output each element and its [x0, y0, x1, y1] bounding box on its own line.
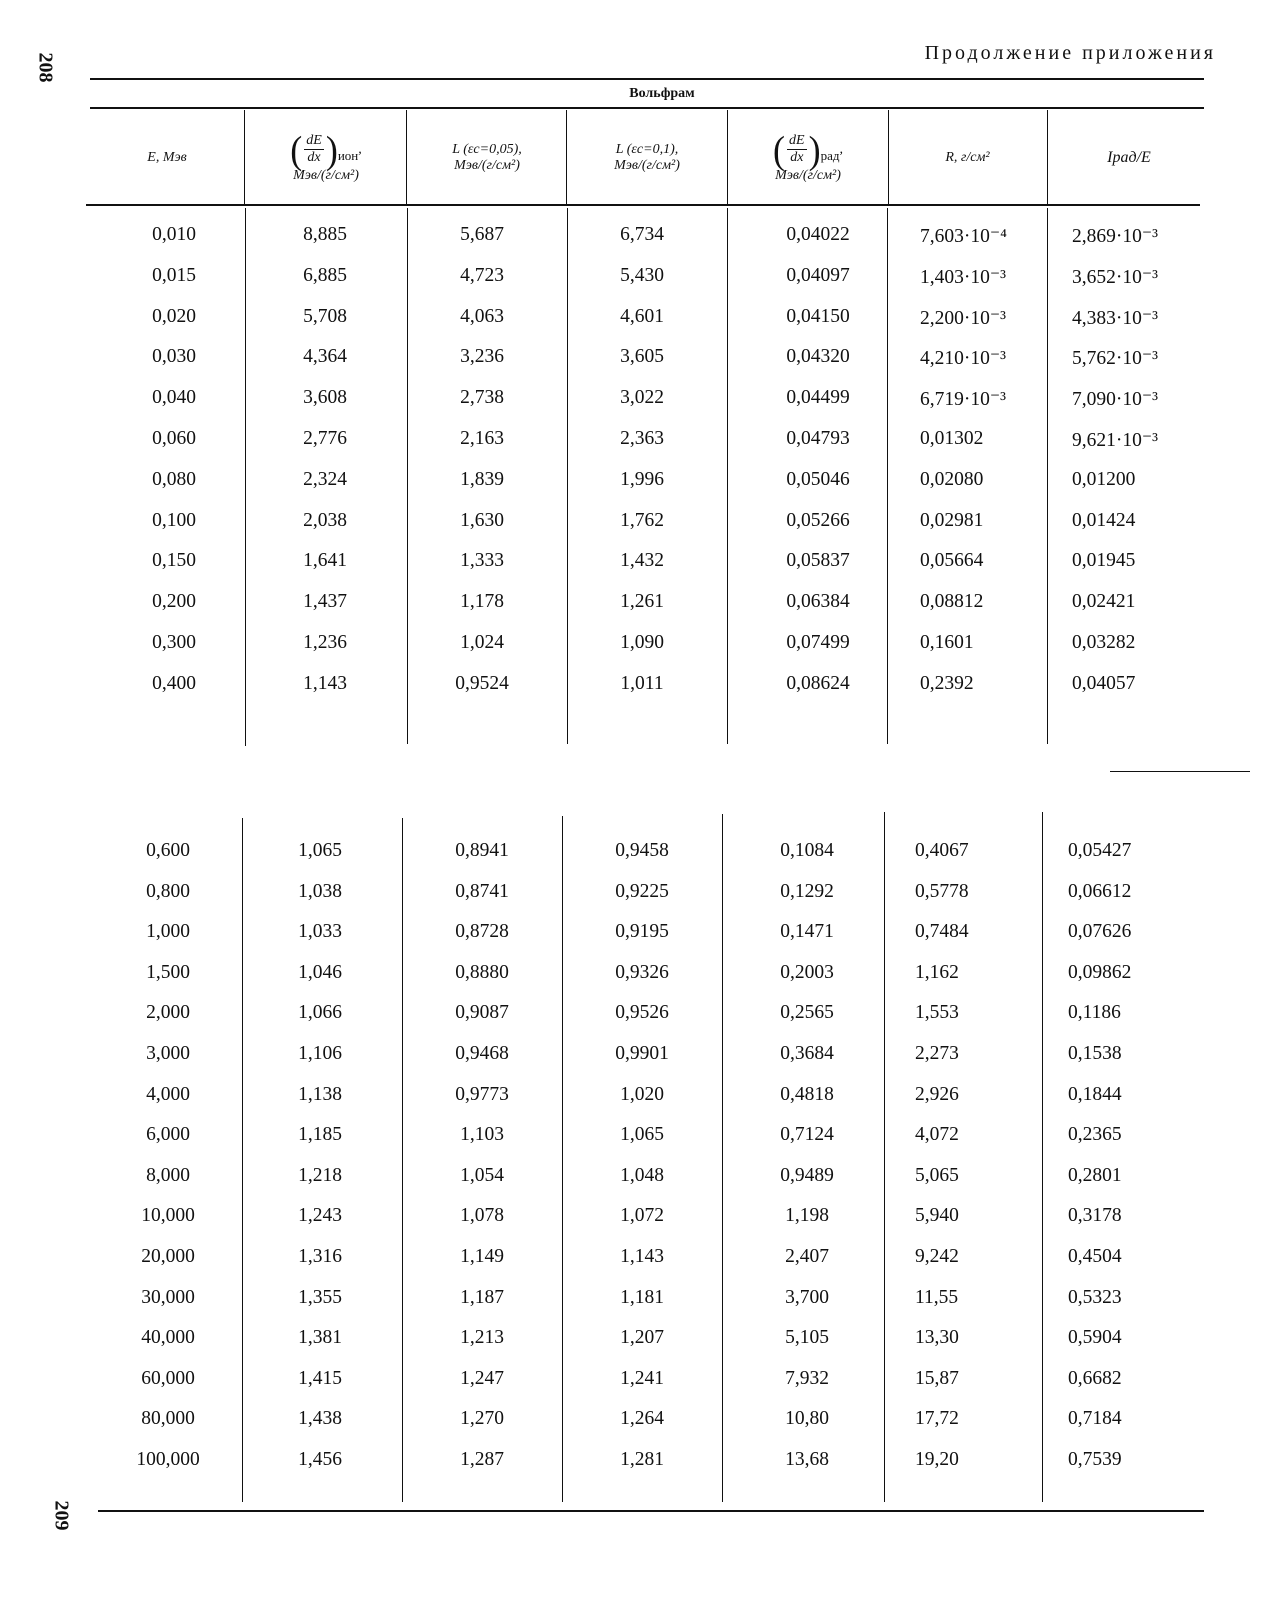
cell-irad: 0,01945 — [1072, 550, 1136, 572]
cell-energy: 8,000 — [146, 1164, 190, 1186]
cell-range: 0,05664 — [920, 550, 984, 572]
cell-ion-loss: 1,437 — [303, 591, 347, 613]
cell-l01: 1,020 — [620, 1083, 664, 1105]
cell-l005: 1,630 — [460, 509, 504, 531]
cell-irad: 0,09862 — [1068, 961, 1132, 983]
cell-irad: 0,4504 — [1068, 1246, 1122, 1267]
cell-rad-loss: 0,04499 — [786, 387, 850, 409]
subscript-ion: ион — [337, 148, 359, 164]
cell-energy: 3,000 — [146, 1043, 190, 1064]
cell-l01: 0,9901 — [615, 1043, 669, 1064]
cell-ion-loss: 1,106 — [298, 1043, 342, 1064]
cell-range: 4,210·10⁻³ — [920, 348, 1007, 370]
cell-rad-loss: 0,3684 — [780, 1043, 834, 1064]
cell-rad-loss: 0,9489 — [780, 1164, 834, 1186]
cell-irad: 0,2365 — [1068, 1124, 1122, 1146]
bottom-rule — [98, 1510, 1204, 1512]
column-divider — [1042, 812, 1043, 1502]
cell-range: 1,403·10⁻³ — [920, 266, 1007, 288]
cell-irad: 0,7184 — [1068, 1408, 1122, 1430]
cell-l005: 0,8941 — [455, 840, 509, 861]
cell-ion-loss: 1,033 — [298, 921, 342, 943]
cell-l005: 4,063 — [460, 305, 504, 327]
cell-rad-loss: 0,04150 — [786, 305, 850, 327]
cell-l01: 1,090 — [620, 632, 664, 653]
cell-ion-loss: 1,456 — [298, 1449, 342, 1470]
cell-irad: 0,05427 — [1068, 840, 1132, 861]
top-rule — [90, 78, 1204, 80]
cell-ion-loss: 1,641 — [303, 550, 347, 572]
cell-ion-loss: 1,355 — [298, 1286, 342, 1308]
paren-left: ( — [290, 127, 303, 172]
cell-rad-loss: 7,932 — [785, 1367, 829, 1389]
header-divider — [406, 110, 407, 206]
fraction-numerator: dE — [304, 133, 324, 150]
page-number-left: 208 — [34, 52, 57, 83]
cell-l005: 1,149 — [460, 1246, 504, 1267]
comma: , — [839, 141, 843, 157]
header-divider — [566, 110, 567, 206]
cell-l005: 0,8728 — [455, 921, 509, 943]
cell-l01: 1,281 — [620, 1449, 664, 1470]
column-divider — [245, 208, 246, 746]
cell-range: 0,1601 — [920, 632, 974, 653]
cell-l01: 0,9326 — [615, 961, 669, 983]
cell-l01: 0,9195 — [615, 921, 669, 943]
column-divider — [242, 818, 243, 1502]
cell-energy: 40,000 — [141, 1327, 195, 1349]
cell-rad-loss: 0,08624 — [786, 672, 850, 694]
cell-rad-loss: 0,04320 — [786, 346, 850, 368]
cell-range: 0,08812 — [920, 591, 984, 613]
cell-irad: 0,03282 — [1072, 632, 1136, 653]
cell-range: 13,30 — [915, 1327, 959, 1349]
cell-ion-loss: 4,364 — [303, 346, 347, 368]
cell-l005: 1,839 — [460, 468, 504, 490]
cell-l005: 1,287 — [460, 1449, 504, 1470]
cell-range: 5,940 — [915, 1205, 959, 1227]
cell-range: 7,603·10⁻⁴ — [920, 226, 1007, 247]
cell-rad-loss: 0,04022 — [786, 224, 850, 245]
cell-energy: 20,000 — [141, 1246, 195, 1267]
cell-l01: 2,363 — [620, 428, 664, 449]
l005-label: L (εc=0,05), — [452, 141, 522, 157]
cell-l01: 0,9526 — [615, 1002, 669, 1024]
cell-l01: 4,601 — [620, 305, 664, 327]
paren-right: ) — [808, 127, 821, 172]
material-title: Вольфрам — [629, 86, 695, 101]
cell-range: 5,065 — [915, 1164, 959, 1186]
cell-ion-loss: 1,185 — [298, 1124, 342, 1146]
cell-ion-loss: 1,065 — [298, 840, 342, 861]
cell-l01: 5,430 — [620, 264, 664, 286]
cell-range: 0,2392 — [920, 672, 974, 694]
cell-ion-loss: 1,243 — [298, 1205, 342, 1227]
cell-range: 11,55 — [915, 1286, 959, 1308]
cell-range: 0,4067 — [915, 840, 969, 861]
fraction — [302, 133, 326, 166]
cell-energy: 0,015 — [152, 264, 196, 286]
cell-l01: 0,9458 — [615, 840, 669, 861]
cell-range: 1,553 — [915, 1002, 959, 1024]
cell-irad: 5,762·10⁻³ — [1072, 348, 1159, 370]
ion-derivative — [290, 127, 362, 172]
cell-rad-loss: 5,105 — [785, 1327, 829, 1349]
cell-rad-loss: 0,2565 — [780, 1002, 834, 1024]
rad-derivative — [773, 127, 843, 172]
cell-rad-loss: 0,07499 — [786, 632, 850, 653]
fraction-numerator: dE — [787, 133, 807, 150]
cell-l01: 1,241 — [620, 1367, 664, 1389]
cell-range: 17,72 — [915, 1408, 959, 1430]
column-divider — [884, 812, 885, 1502]
cell-l005: 4,723 — [460, 264, 504, 286]
cell-energy: 1,500 — [146, 961, 190, 983]
fraction — [785, 133, 809, 166]
running-head: Продолжение приложения — [924, 42, 1216, 64]
cell-l01: 1,261 — [620, 591, 664, 613]
cell-irad: 0,1186 — [1068, 1002, 1121, 1024]
l01-label: L (εc=0,1), — [615, 141, 679, 157]
cell-energy: 1,000 — [146, 921, 190, 943]
column-divider — [402, 818, 403, 1502]
cell-irad: 0,1538 — [1068, 1043, 1122, 1064]
range-label: R, г/см² — [945, 149, 990, 165]
column-divider — [727, 208, 728, 744]
cell-irad: 7,090·10⁻³ — [1072, 389, 1159, 411]
cell-energy: 10,000 — [141, 1205, 195, 1227]
cell-irad: 0,5904 — [1068, 1327, 1122, 1349]
header-energy — [92, 108, 242, 208]
cell-ion-loss: 1,138 — [298, 1083, 342, 1105]
cell-irad: 3,652·10⁻³ — [1072, 266, 1159, 288]
cell-energy: 0,020 — [152, 305, 196, 327]
cell-l01: 1,011 — [620, 672, 664, 694]
cell-energy: 0,060 — [152, 428, 196, 449]
cell-rad-loss: 0,04793 — [786, 428, 850, 449]
cell-range: 0,02080 — [920, 468, 984, 490]
cell-range: 2,273 — [915, 1043, 959, 1064]
cell-energy: 0,010 — [152, 224, 196, 245]
cell-energy: 100,000 — [136, 1449, 200, 1470]
cell-l005: 1,178 — [460, 591, 504, 613]
cell-l005: 1,024 — [460, 632, 504, 653]
cell-energy: 6,000 — [146, 1124, 190, 1146]
cell-irad: 0,6682 — [1068, 1367, 1122, 1389]
cell-ion-loss: 2,776 — [303, 428, 347, 449]
cell-l01: 1,072 — [620, 1205, 664, 1227]
cell-ion-loss: 8,885 — [303, 224, 347, 245]
cell-rad-loss: 0,04097 — [786, 264, 850, 286]
cell-rad-loss: 0,1084 — [780, 840, 834, 861]
column-divider — [407, 208, 408, 744]
header-rad-loss — [729, 108, 887, 208]
cell-range: 2,200·10⁻³ — [920, 307, 1007, 329]
cell-energy: 0,100 — [152, 509, 196, 531]
cell-rad-loss: 0,05046 — [786, 468, 850, 490]
cell-rad-loss: 0,2003 — [780, 961, 834, 983]
cell-ion-loss: 1,046 — [298, 961, 342, 983]
irad-label: Iрад/E — [1107, 148, 1151, 166]
cell-l01: 1,065 — [620, 1124, 664, 1146]
header-l01 — [568, 108, 726, 208]
column-divider — [722, 814, 723, 1502]
header-l005 — [408, 108, 566, 208]
cell-range: 6,719·10⁻³ — [920, 389, 1007, 411]
cell-ion-loss: 1,316 — [298, 1246, 342, 1267]
cell-rad-loss: 3,700 — [785, 1286, 829, 1308]
fraction-denominator: dx — [790, 150, 804, 166]
cell-l01: 1,762 — [620, 509, 664, 531]
cell-energy: 0,040 — [152, 387, 196, 409]
cell-l005: 1,333 — [460, 550, 504, 572]
cell-energy: 80,000 — [141, 1408, 195, 1430]
cell-l005: 0,8880 — [455, 961, 509, 983]
paren-left: ( — [773, 127, 786, 172]
cell-l01: 1,048 — [620, 1164, 664, 1186]
cell-energy: 0,300 — [152, 632, 196, 653]
cell-range: 0,01302 — [920, 428, 984, 449]
cell-l005: 1,054 — [460, 1164, 504, 1186]
cell-range: 0,5778 — [915, 880, 969, 902]
cell-l005: 0,9773 — [455, 1083, 509, 1105]
cell-rad-loss: 2,407 — [785, 1246, 829, 1267]
cell-irad: 0,01200 — [1072, 468, 1136, 490]
cell-ion-loss: 1,236 — [303, 632, 347, 653]
cell-l005: 0,9524 — [455, 672, 509, 694]
cell-l005: 2,738 — [460, 387, 504, 409]
cell-irad: 0,2801 — [1068, 1164, 1122, 1186]
header-ion-loss — [246, 108, 406, 208]
cell-ion-loss: 2,324 — [303, 468, 347, 490]
header-irad — [1049, 108, 1209, 208]
cell-l01: 0,9225 — [615, 880, 669, 902]
cell-ion-loss: 3,608 — [303, 387, 347, 409]
l005-unit: Мэв/(г/см²) — [454, 158, 520, 173]
cell-l01: 6,734 — [620, 224, 664, 245]
cell-irad: 0,5323 — [1068, 1286, 1122, 1308]
cell-rad-loss: 1,198 — [785, 1205, 829, 1227]
cell-l005: 0,8741 — [455, 880, 509, 902]
cell-irad: 0,3178 — [1068, 1205, 1122, 1227]
column-divider — [887, 208, 888, 744]
cell-l01: 1,996 — [620, 468, 664, 490]
header-divider — [1047, 110, 1048, 206]
cell-l01: 1,181 — [620, 1286, 664, 1308]
cell-energy: 0,030 — [152, 346, 196, 368]
column-divider — [562, 816, 563, 1502]
cell-energy: 0,600 — [146, 840, 190, 861]
cell-ion-loss: 1,038 — [298, 880, 342, 902]
cell-l005: 1,187 — [460, 1286, 504, 1308]
cell-rad-loss: 13,68 — [785, 1449, 829, 1470]
column-divider — [1047, 208, 1048, 744]
cell-irad: 9,621·10⁻³ — [1072, 430, 1159, 451]
cell-rad-loss: 10,80 — [785, 1408, 829, 1430]
cell-ion-loss: 1,143 — [303, 672, 347, 694]
cell-ion-loss: 1,218 — [298, 1164, 342, 1186]
cell-range: 0,7484 — [915, 921, 969, 943]
cell-range: 2,926 — [915, 1083, 959, 1105]
cell-l005: 3,236 — [460, 346, 504, 368]
cell-range: 15,87 — [915, 1367, 959, 1389]
section-break-rule — [1110, 771, 1250, 772]
cell-energy: 0,800 — [146, 880, 190, 902]
cell-ion-loss: 1,066 — [298, 1002, 342, 1024]
header-energy-label: E, Мэв — [147, 149, 187, 165]
l01-unit: Мэв/(г/см²) — [614, 158, 680, 173]
column-divider — [567, 208, 568, 744]
cell-l005: 5,687 — [460, 224, 504, 245]
cell-energy: 4,000 — [146, 1083, 190, 1105]
cell-ion-loss: 6,885 — [303, 264, 347, 286]
rad-unit: Мэв/(г/см²) — [775, 167, 841, 183]
cell-l005: 2,163 — [460, 428, 504, 449]
cell-l005: 1,247 — [460, 1367, 504, 1389]
cell-rad-loss: 0,1292 — [780, 880, 834, 902]
comma: , — [358, 141, 362, 157]
paren-right: ) — [325, 127, 338, 172]
cell-energy: 60,000 — [141, 1367, 195, 1389]
cell-l005: 1,270 — [460, 1408, 504, 1430]
cell-l01: 1,207 — [620, 1327, 664, 1349]
cell-energy: 30,000 — [141, 1286, 195, 1308]
cell-energy: 0,400 — [152, 672, 196, 694]
cell-ion-loss: 5,708 — [303, 305, 347, 327]
cell-l005: 1,078 — [460, 1205, 504, 1227]
cell-range: 19,20 — [915, 1449, 959, 1470]
cell-energy: 2,000 — [146, 1002, 190, 1024]
cell-l005: 1,213 — [460, 1327, 504, 1349]
cell-rad-loss: 0,06384 — [786, 591, 850, 613]
cell-l01: 1,264 — [620, 1408, 664, 1430]
cell-energy: 0,150 — [152, 550, 196, 572]
cell-l01: 1,143 — [620, 1246, 664, 1267]
page-number-right: 209 — [50, 1500, 73, 1531]
subscript-rad: рад — [820, 148, 840, 164]
cell-irad: 0,1844 — [1068, 1083, 1122, 1105]
cell-ion-loss: 1,381 — [298, 1327, 342, 1349]
cell-ion-loss: 1,438 — [298, 1408, 342, 1430]
cell-range: 1,162 — [915, 961, 959, 983]
cell-irad: 2,869·10⁻³ — [1072, 226, 1159, 247]
cell-rad-loss: 0,05837 — [786, 550, 850, 572]
cell-irad: 0,04057 — [1072, 672, 1136, 694]
cell-range: 0,02981 — [920, 509, 984, 531]
cell-rad-loss: 0,05266 — [786, 509, 850, 531]
cell-range: 4,072 — [915, 1124, 959, 1146]
cell-rad-loss: 0,4818 — [780, 1083, 834, 1105]
cell-irad: 4,383·10⁻³ — [1072, 307, 1159, 329]
ion-unit: Мэв/(г/см²) — [293, 167, 359, 183]
cell-energy: 0,200 — [152, 591, 196, 613]
cell-range: 9,242 — [915, 1246, 959, 1267]
cell-irad: 0,02421 — [1072, 591, 1136, 613]
header-range — [889, 108, 1046, 208]
cell-l005: 0,9468 — [455, 1043, 509, 1064]
header-divider — [244, 110, 245, 206]
cell-energy: 0,080 — [152, 468, 196, 490]
cell-l01: 1,432 — [620, 550, 664, 572]
cell-l005: 1,103 — [460, 1124, 504, 1146]
cell-rad-loss: 0,7124 — [780, 1124, 834, 1146]
cell-ion-loss: 1,415 — [298, 1367, 342, 1389]
header-divider — [727, 110, 728, 206]
fraction-denominator: dx — [307, 150, 321, 166]
cell-l005: 0,9087 — [455, 1002, 509, 1024]
cell-irad: 0,07626 — [1068, 921, 1132, 943]
cell-irad: 0,06612 — [1068, 880, 1132, 902]
cell-irad: 0,7539 — [1068, 1449, 1122, 1470]
cell-rad-loss: 0,1471 — [780, 921, 834, 943]
cell-l01: 3,022 — [620, 387, 664, 409]
cell-l01: 3,605 — [620, 346, 664, 368]
cell-irad: 0,01424 — [1072, 509, 1136, 531]
cell-ion-loss: 2,038 — [303, 509, 347, 531]
